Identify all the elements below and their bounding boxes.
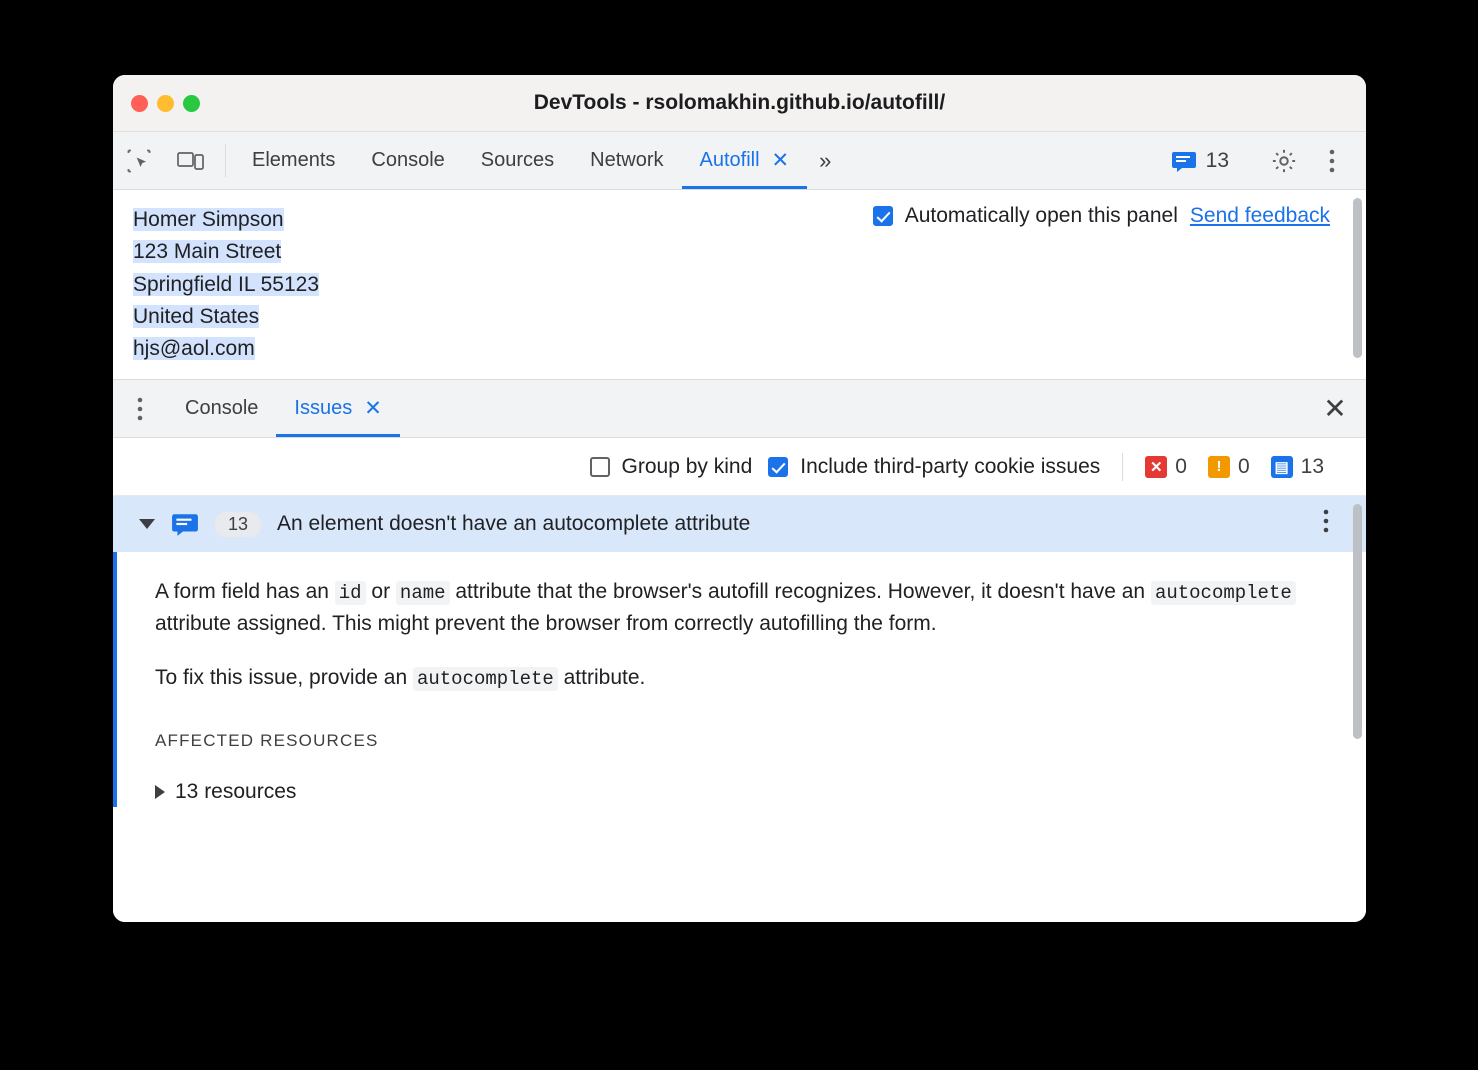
autofill-panel-options — [873, 204, 1330, 228]
autofill-panel — [113, 190, 1366, 380]
affected-resources-heading: AFFECTED RESOURCES — [155, 730, 379, 750]
text: attribute assigned. This might prevent the browser from correctly autofilling the form. — [155, 611, 937, 635]
text: attribute that the browser's autofill recognizes. However, it doesn't have an — [449, 580, 1151, 603]
close-drawer-icon[interactable]: ✕ — [1323, 393, 1347, 424]
chevron-right-icon[interactable] — [155, 785, 165, 799]
tab-label: Console — [371, 149, 445, 171]
inspect-icon[interactable] — [113, 132, 165, 189]
address-preview — [113, 190, 319, 379]
tab-label: Console — [185, 397, 259, 419]
warning-icon: ! — [1208, 456, 1230, 478]
toolbar-divider-3 — [1122, 453, 1123, 481]
maximize-window-button[interactable] — [183, 95, 200, 112]
info-message-icon: ▤ — [1271, 456, 1293, 478]
third-party-cookies-control[interactable] — [768, 455, 1100, 479]
issue-paragraph-2 — [155, 662, 1326, 694]
tab-sources[interactable] — [463, 132, 572, 189]
message-icon — [1171, 150, 1197, 172]
info-message-icon — [171, 512, 199, 536]
tab-autofill[interactable] — [682, 132, 808, 189]
auto-open-checkbox[interactable] — [873, 206, 893, 226]
auto-open-label: Automatically open this panel — [904, 204, 1178, 227]
third-party-cookies-label: Include third-party cookie issues — [800, 454, 1101, 478]
code-name: name — [396, 581, 450, 605]
tab-label: Issues — [294, 397, 353, 419]
issue-row-header[interactable] — [113, 496, 1366, 552]
more-options-icon[interactable] — [1308, 148, 1356, 174]
autofill-scrollbar[interactable] — [1353, 198, 1362, 358]
drawer-tab-console[interactable] — [167, 380, 276, 437]
tab-network[interactable] — [572, 132, 681, 189]
address-line: 123 Main Street — [133, 240, 282, 264]
error-count[interactable] — [1145, 455, 1187, 479]
group-by-kind-control[interactable] — [590, 455, 753, 479]
minimize-window-button[interactable] — [157, 95, 174, 112]
tab-console[interactable] — [353, 132, 462, 189]
issue-count-badge: 13 — [215, 512, 261, 537]
issues-toolbar — [113, 438, 1366, 496]
tab-elements[interactable] — [234, 132, 353, 189]
address-line: United States — [133, 304, 260, 328]
text: A form field has an — [155, 580, 335, 603]
address-line: Homer Simpson — [133, 208, 284, 231]
send-feedback-link[interactable]: Send feedback — [1189, 204, 1330, 227]
tab-label: Network — [590, 149, 664, 171]
toolbar-right — [1157, 132, 1366, 189]
issue-details — [113, 552, 1366, 807]
info-count[interactable] — [1271, 455, 1324, 479]
issue-counts — [1145, 455, 1336, 479]
tab-label: Autofill — [699, 149, 760, 171]
devtools-tab-bar — [113, 132, 1366, 190]
code-autocomplete-2: autocomplete — [413, 667, 558, 691]
address-line: Springfield IL 55123 — [133, 272, 320, 296]
info-count-value: 13 — [1300, 454, 1324, 478]
window-title: DevTools - rsolomakhin.github.io/autofill/ — [533, 91, 946, 114]
issue-more-options-icon[interactable] — [1322, 508, 1330, 540]
text: attribute. — [557, 665, 646, 689]
more-tabs-icon[interactable]: » — [819, 147, 832, 173]
gear-icon[interactable] — [1260, 147, 1308, 175]
warning-count[interactable] — [1208, 455, 1250, 479]
drawer-more-options-icon[interactable] — [113, 380, 167, 437]
title-bar — [113, 75, 1366, 132]
close-window-button[interactable] — [131, 95, 148, 112]
toolbar-divider — [225, 144, 226, 177]
drawer-tab-bar — [113, 380, 1366, 438]
text: or — [365, 580, 396, 603]
resources-label: 13 resources — [175, 779, 297, 803]
error-icon: ✕ — [1145, 456, 1167, 478]
drawer-tab-issues[interactable] — [276, 380, 399, 437]
text: To fix this issue, provide an — [155, 665, 413, 689]
error-count-value: 0 — [1175, 454, 1187, 478]
code-autocomplete: autocomplete — [1151, 581, 1296, 605]
issue-title: An element doesn't have an autocomplete attribute — [277, 512, 751, 535]
issues-scrollbar[interactable] — [1353, 504, 1362, 739]
chevron-down-icon[interactable] — [139, 519, 155, 529]
group-by-kind-label: Group by kind — [621, 454, 753, 478]
device-toolbar-icon[interactable] — [165, 132, 217, 189]
devtools-window — [113, 75, 1366, 922]
affected-resources-toggle[interactable] — [155, 776, 1326, 808]
tab-label: Sources — [480, 149, 555, 171]
close-icon[interactable]: ✕ — [771, 149, 790, 172]
issues-list — [113, 496, 1366, 922]
message-count-value: 13 — [1205, 148, 1229, 172]
traffic-lights — [113, 95, 200, 112]
address-line: hjs@aol.com — [133, 337, 255, 361]
group-by-kind-checkbox[interactable] — [590, 457, 610, 477]
third-party-cookies-checkbox[interactable] — [768, 457, 788, 477]
issue-paragraph-1 — [155, 576, 1326, 640]
tab-label: Elements — [252, 149, 336, 171]
code-id: id — [335, 581, 366, 605]
warning-count-value: 0 — [1237, 454, 1250, 478]
message-count[interactable] — [1157, 149, 1243, 173]
close-icon[interactable]: ✕ — [364, 397, 382, 420]
